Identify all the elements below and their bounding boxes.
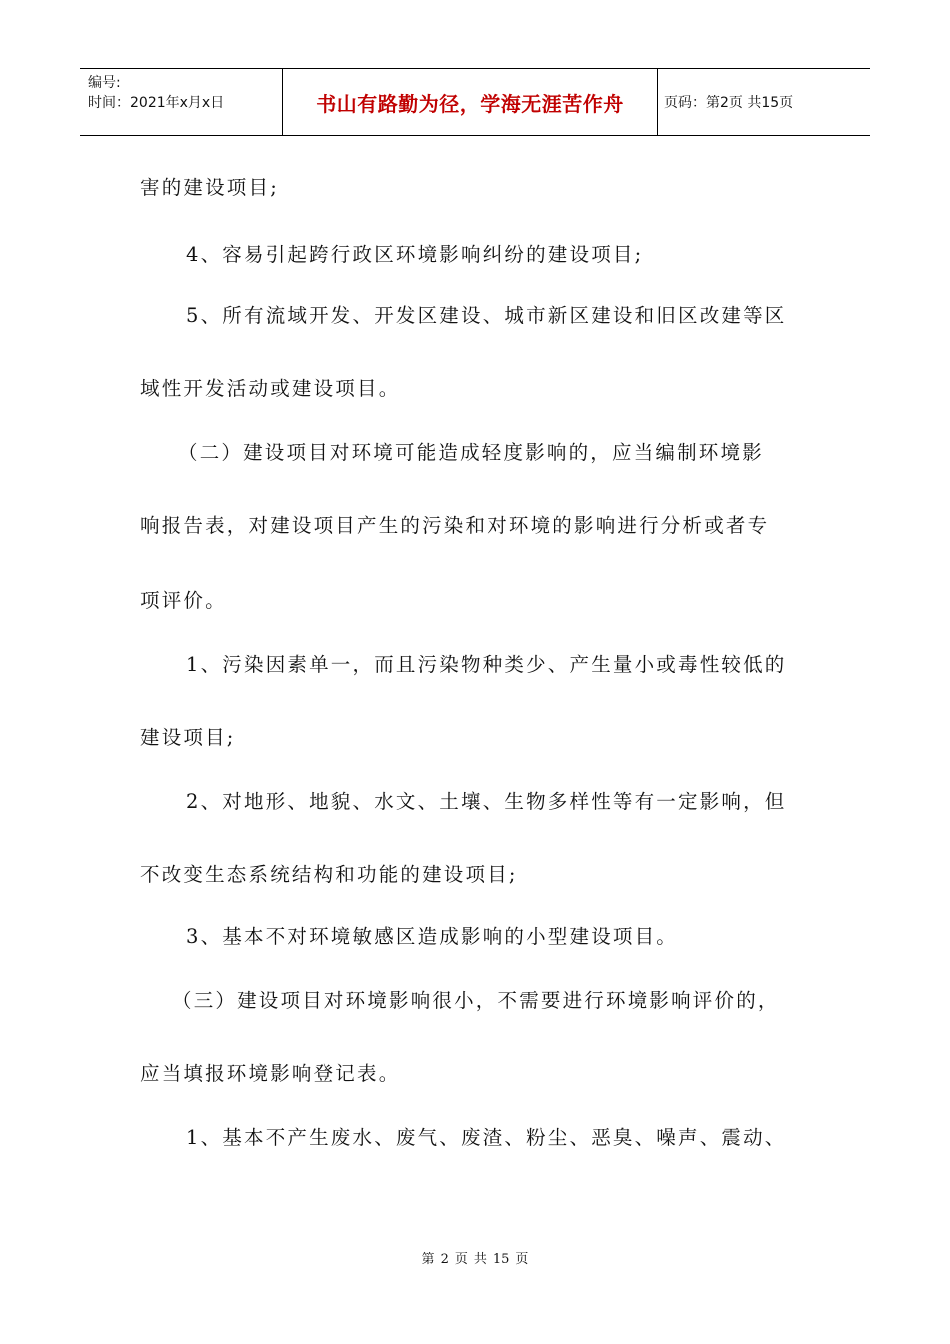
body-line: 害的建设项目; [140,176,279,199]
body-line: （三）建设项目对环境影响很小，不需要进行环境影响评价的， [172,989,780,1012]
body-line: 建设项目; [140,726,236,749]
header-meta [80,69,282,135]
header-motto: 书山有路勤为径，学海无涯苦作舟 [316,91,624,116]
footer-gong: 共 [473,1252,487,1267]
body-line: 响报告表，对建设项目产生的污染和对环境的影响进行分析或者专 [140,514,770,537]
page-header [80,68,870,136]
body-line: 1、污染因素单一，而且污染物种类少、产生量小或毒性较低的 [186,653,787,676]
page-footer [0,1248,950,1267]
body-line: 项评价。 [140,589,227,612]
body-line: 4、容易引起跨行政区环境影响纠纷的建设项目; [186,243,644,266]
body-line: 域性开发活动或建设项目。 [140,377,401,400]
body-line: 3、基本不对环境敏感区造成影响的小型建设项目。 [186,925,679,948]
footer-ye-2: 页 [515,1252,529,1267]
body-line: （二）建设项目对环境可能造成轻度影响的，应当编制环境影 [178,441,764,464]
footer-ye: 页 [454,1252,468,1267]
body-line: 不改变生态系统结构和功能的建设项目; [140,863,518,886]
body-line: 2、对地形、地貌、水文、土壤、生物多样性等有一定影响，但 [186,790,787,813]
document-number-label: 编号: [88,75,121,91]
body-line: 应当填报环境影响登记表。 [140,1062,401,1085]
footer-page-number: 2 [440,1252,449,1267]
header-page-cell [658,69,870,135]
body-line: 1、基本不产生废水、废气、废渣、粉尘、恶臭、噪声、震动、 [186,1126,787,1149]
header-page-number: 页码：第2页 共15页 [664,95,794,111]
body-line: 5、所有流域开发、开发区建设、城市新区建设和旧区改建等区 [186,304,787,327]
footer-total-pages: 15 [492,1252,510,1267]
footer-di: 第 [421,1252,435,1267]
document-time-label: 时间：2021年x月x日 [88,95,225,111]
header-motto-cell [282,69,658,135]
